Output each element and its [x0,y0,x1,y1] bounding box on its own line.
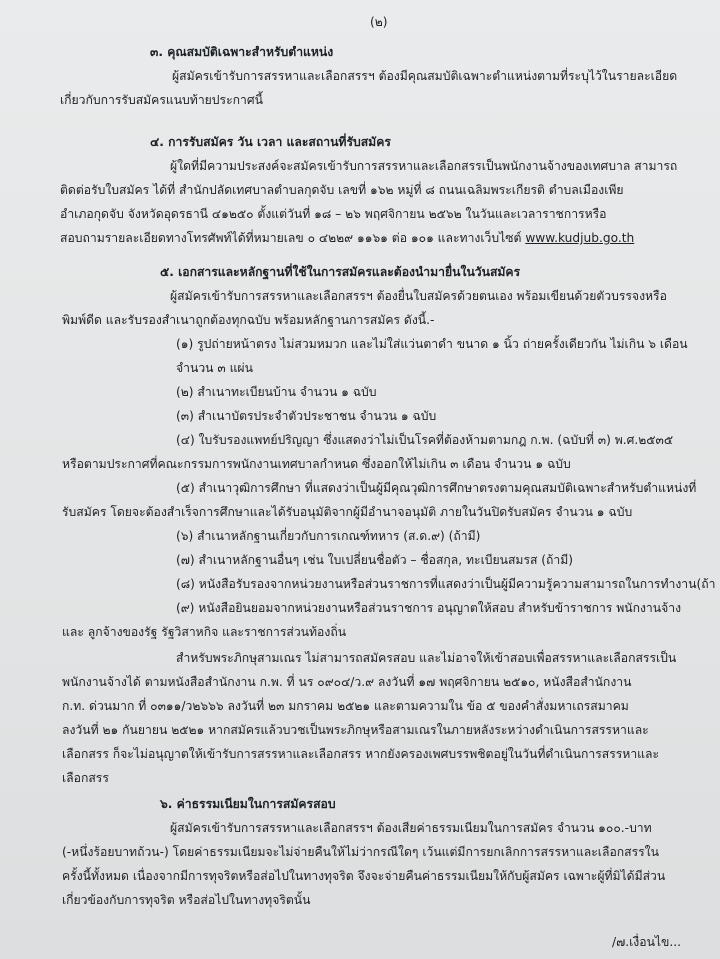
section-3-line-1: ผู้สมัครเข้ารับการสรรหาและเลือกสรรฯ ต้องมีคุณสมบัติเฉพาะตำแหน่งตามที่ระบุไว้ในรายละเอียด [172,69,678,83]
doc-item-4: (๔) ใบรับรองแพทย์ปริญญา ซึ่งแสดงว่าไม่เป็นโรคที่ต้องห้ามตามกฎ ก.พ. (ฉบับที่ ๓) พ.ศ.๒๕๓๕ [176,433,674,447]
monk-note-line-3: ก.ท. ด่วนมาก ที่ ๐๓๑๑/ว๒๖๖๖ ลงวันที่ ๒๓ มกราคม ๒๕๒๑ และตามความใน ข้อ ๕ ของคำสั่งมหาเถรสมาคม [62,699,629,713]
section-5-heading: ๕. เอกสารและหลักฐานที่ใช้ในการสมัครและต้องนำมายื่นในวันสมัคร [160,265,521,279]
section-4-line-2: ติดต่อรับใบสมัคร ได้ที่ สำนักปลัดเทศบาลตำบลกุดจับ เลขที่ ๑๖๒ หมู่ที่ ๘ ถนนเฉลิมพระเกียรติ ตำบลเมืองเพีย [60,183,624,197]
section-4-heading: ๔. การรับสมัคร วัน เวลา และสถานที่รับสมัคร [150,135,391,149]
page-number: (๒) [370,15,388,29]
section-6-line-1: ผู้สมัครเข้ารับการสรรหาและเลือกสรรฯ ต้องเสียค่าธรรมเนียมในการสมัคร จำนวน ๑๐๐.-บาท [170,821,652,835]
section-6-line-2: (-หนึ่งร้อยบาทถ้วน-) โดยค่าธรรมเนียมจะไม่จ่ายคืนให้ไม่ว่ากรณีใดๆ เว้นแต่มีการยกเลิกการสรรหาและเลือกสรรใน [62,845,659,859]
doc-item-3: (๓) สำเนาบัตรประจำตัวประชาชน จำนวน ๑ ฉบับ [176,409,437,423]
section-5-line-1: ผู้สมัครเข้ารับการสรรหาและเลือกสรรฯ ต้องยื่นใบสมัครด้วยตนเอง พร้อมเขียนด้วยตัวบรรจงหรือ [170,289,667,303]
doc-item-1-cont: จำนวน ๓ แผ่น [176,361,253,375]
section-6-line-4: เกี่ยวข้องกับการทุจริต หรือส่อไปในทางทุจริตนั้น [62,893,311,907]
continuation-note: /๗.เงื่อนไข... [612,935,681,949]
doc-item-5: (๕) สำเนาวุฒิการศึกษา ที่แสดงว่าเป็นผู้มีคุณวุฒิการศึกษาตรงตามคุณสมบัติเฉพาะสำหรับตำแหน่งที่ [176,481,697,495]
monk-note-line-2: พนักงานจ้างได้ ตามหนังสือสำนักงาน ก.พ. ที่ นร ๐๙๐๔/ว.๙ ลงวันที่ ๑๗ พฤศจิกายน ๒๕๑๐, หนังสือสำนักงาน [62,675,632,689]
doc-item-8: (๘) หนังสือรับรองจากหน่วยงานหรือส่วนราชการที่แสดงว่าเป็นผู้มีความรู้ความสามารถในการทำงาน(ถ้า [176,577,716,591]
section-3-line-2: เกี่ยวกับการรับสมัครแนบท้ายประกาศนี้ [60,93,263,107]
doc-item-9: (๙) หนังสือยินยอมจากหน่วยงานหรือส่วนราชการ อนุญาตให้สอบ สำหรับข้าราชการ พนักงานจ้าง [176,601,682,615]
section-3-heading: ๓. คุณสมบัติเฉพาะสำหรับตำแหน่ง [150,45,334,59]
website-link[interactable]: www.kudjub.go.th [525,231,635,245]
section-4-line-3: อำเภอกุดจับ จังหวัดอุดรธานี ๔๑๒๕๐ ตั้งแต่วันที่ ๑๘ – ๒๖ พฤศจิกายน ๒๕๖๒ ในวันและเวลาราชการหรือ [60,207,607,221]
monk-note-line-4: ลงวันที่ ๒๑ กันยายน ๒๕๒๑ หากสมัครแล้วบวชเป็นพระภิกษุหรือสามเณรในภายหลังระหว่างดำเนินการสรรหาและ [62,723,649,737]
monk-note-line-5: เลือกสรร ก็จะไม่อนุญาตให้เข้ารับการสรรหาและเลือกสรร หากยังครองเพศบรรพชิตอยู่ในวันที่ดำเนินการสรรหาและ [62,747,660,761]
doc-item-7: (๗) สำเนาหลักฐานอื่นๆ เช่น ใบเปลี่ยนชื่อตัว – ชื่อสกุล, ทะเบียนสมรส (ถ้ามี) [176,553,574,567]
doc-item-1: (๑) รูปถ่ายหน้าตรง ไม่สวมหมวก และไม่ใส่แว่นตาดำ ขนาด ๑ นิ้ว ถ่ายครั้งเดียวกัน ไม่เกิน ๖ เดือน [176,337,688,351]
doc-item-2: (๒) สำเนาทะเบียนบ้าน จำนวน ๑ ฉบับ [176,385,377,399]
section-4-line-1: ผู้ใดที่มีความประสงค์จะสมัครเข้ารับการสรรหาและเลือกสรรเป็นพนักงานจ้างของเทศบาล สามารถ [170,159,678,173]
doc-item-5-cont: รับสมัคร โดยจะต้องสำเร็จการศึกษาและได้รับอนุมัติจากผู้มีอำนาจอนุมัติ ภายในวันปิดรับสมัคร จำนวน ๑ ฉบับ [62,505,633,519]
section-5-line-2: พิมพ์ดีด และรับรองสำเนาถูกต้องทุกฉบับ พร้อมหลักฐานการสมัคร ดังนี้.- [62,313,435,327]
doc-item-9-cont: และ ลูกจ้างของรัฐ รัฐวิสาหกิจ และราชการส่วนท้องถิ่น [62,625,347,639]
monk-note-line-1: สำหรับพระภิกษุสามเณร ไม่สามารถสมัครสอบ และไม่อาจให้เข้าสอบเพื่อสรรหาและเลือกสรรเป็น [176,651,677,665]
section-4-line-4 [60,230,634,246]
section-6-heading: ๖. ค่าธรรมเนียมในการสมัครสอบ [160,797,336,811]
section-6-line-3: ครั้งนี้ทั้งหมด เนื่องจากมีการทุจริตหรือส่อไปในทางทุจริต จึงจะจ่ายคืนค่าธรรมเนียมให้กับผู้สมัคร เฉพาะผู้ที่มิได้มีส่วน [62,869,666,883]
monk-note-line-6: เลือกสรร [62,771,109,785]
doc-item-6: (๖) สำเนาหลักฐานเกี่ยวกับการเกณฑ์ทหาร (ส.ด.๙) (ถ้ามี) [176,529,481,543]
section-4-contact-text: สอบถามรายละเอียดทางโทรศัพท์ได้ที่หมายเลข ๐ ๔๒๒๙ ๑๑๖๑ ต่อ ๑๐๑ และทางเว็บไซต์ [60,231,522,245]
doc-item-4-cont: หรือตามประกาศที่คณะกรรมการพนักงานเทศบาลกำหนด ซึ่งออกให้ไม่เกิน ๓ เดือน จำนวน ๑ ฉบับ [62,457,571,471]
